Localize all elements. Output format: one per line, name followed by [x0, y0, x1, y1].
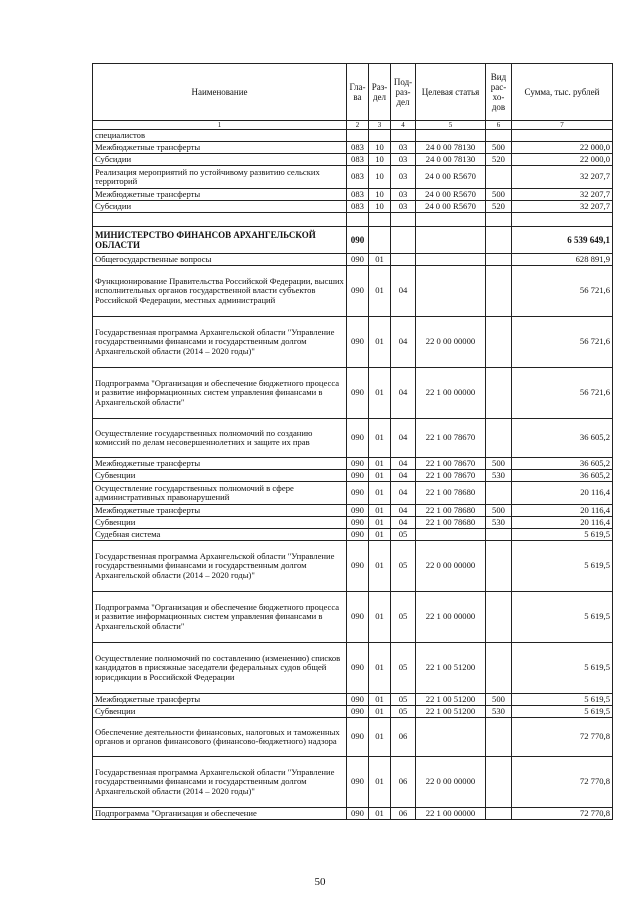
row-razdel-cell: 01 [369, 808, 391, 820]
row-podrazdel-cell: 04 [391, 368, 416, 419]
table-row [93, 592, 613, 643]
row-name-cell: Функционирование Правительства Российской Федерации, высших исполнительных органов государственной власти субъектов Российской Федерации, местных администраций [93, 266, 347, 317]
table-row [93, 419, 613, 458]
row-razdel-cell: 10 [369, 142, 391, 154]
row-razdel-cell: 01 [369, 517, 391, 529]
row-statya-cell [416, 529, 486, 541]
row-glava-cell: 090 [347, 368, 369, 419]
row-glava-cell: 090 [347, 470, 369, 482]
row-sum-cell: 32 207,7 [512, 201, 613, 213]
row-podrazdel-cell: 05 [391, 529, 416, 541]
column-number: 4 [391, 121, 416, 130]
row-statya-cell: 24 0 00 78130 [416, 154, 486, 166]
row-statya-cell: 22 1 00 51200 [416, 643, 486, 694]
row-name-cell: Подпрограмма "Организация и обеспечение бюджетного процесса и развитие информационных систем управления финансами в Архангельской области" [93, 592, 347, 643]
row-podrazdel-cell [391, 213, 416, 227]
row-vid-cell [486, 166, 512, 189]
table-row [93, 254, 613, 266]
row-vid-cell: 500 [486, 142, 512, 154]
row-razdel-cell: 01 [369, 643, 391, 694]
row-razdel-cell: 01 [369, 419, 391, 458]
row-sum-cell: 32 207,7 [512, 166, 613, 189]
row-glava-cell: 090 [347, 643, 369, 694]
row-name-cell: Общегосударственные вопросы [93, 254, 347, 266]
row-statya-cell: 22 0 00 00000 [416, 757, 486, 808]
row-glava-cell: 090 [347, 505, 369, 517]
row-name-cell: Межбюджетные трансферты [93, 505, 347, 517]
row-sum-cell: 36 605,2 [512, 458, 613, 470]
row-sum-cell: 36 605,2 [512, 470, 613, 482]
row-sum-cell: 56 721,6 [512, 317, 613, 368]
row-sum-cell: 5 619,5 [512, 541, 613, 592]
row-vid-cell [486, 266, 512, 317]
row-podrazdel-cell: 06 [391, 718, 416, 757]
table-row [93, 808, 613, 820]
row-razdel-cell: 01 [369, 706, 391, 718]
row-razdel-cell: 01 [369, 529, 391, 541]
row-statya-cell: 24 0 00 R5670 [416, 189, 486, 201]
row-vid-cell: 530 [486, 706, 512, 718]
table-body [93, 130, 613, 820]
row-glava-cell: 090 [347, 757, 369, 808]
column-number-row [93, 121, 613, 130]
row-statya-cell: 24 0 00 R5670 [416, 166, 486, 189]
column-number: 2 [347, 121, 369, 130]
row-glava-cell: 090 [347, 266, 369, 317]
row-sum-cell: 628 891,9 [512, 254, 613, 266]
column-number: 6 [486, 121, 512, 130]
row-sum-cell: 72 770,8 [512, 718, 613, 757]
row-razdel-cell: 01 [369, 266, 391, 317]
table-row [93, 541, 613, 592]
row-statya-cell: 22 1 00 78670 [416, 458, 486, 470]
row-vid-cell [486, 368, 512, 419]
row-razdel-cell: 10 [369, 154, 391, 166]
row-vid-cell [486, 130, 512, 142]
row-podrazdel-cell: 03 [391, 142, 416, 154]
header-glava: Гла-ва [347, 64, 369, 121]
row-vid-cell [486, 254, 512, 266]
row-glava-cell: 083 [347, 166, 369, 189]
row-name-cell: Межбюджетные трансферты [93, 142, 347, 154]
row-statya-cell: 22 1 00 78670 [416, 470, 486, 482]
row-glava-cell: 090 [347, 529, 369, 541]
table-row [93, 505, 613, 517]
header-podrazdel: Под-раз-дел [391, 64, 416, 121]
table-row [93, 470, 613, 482]
row-vid-cell: 500 [486, 505, 512, 517]
header-statya: Целевая статья [416, 64, 486, 121]
row-vid-cell [486, 227, 512, 254]
row-podrazdel-cell: 04 [391, 266, 416, 317]
row-statya-cell [416, 227, 486, 254]
row-statya-cell: 22 0 00 00000 [416, 541, 486, 592]
row-statya-cell: 22 1 00 78680 [416, 505, 486, 517]
row-sum-cell: 5 619,5 [512, 706, 613, 718]
row-razdel-cell: 01 [369, 368, 391, 419]
row-name-cell: Государственная программа Архангельской области "Управление государственными финансами и государственным долгом Архангельской области (2014 – 2020 годы)" [93, 757, 347, 808]
row-sum-cell: 20 116,4 [512, 482, 613, 505]
row-podrazdel-cell: 05 [391, 706, 416, 718]
row-podrazdel-cell: 05 [391, 643, 416, 694]
row-vid-cell [486, 718, 512, 757]
row-razdel-cell: 01 [369, 592, 391, 643]
row-glava-cell: 090 [347, 227, 369, 254]
row-sum-cell: 6 539 649,1 [512, 227, 613, 254]
row-sum-cell: 20 116,4 [512, 517, 613, 529]
row-podrazdel-cell: 04 [391, 517, 416, 529]
row-statya-cell: 22 1 00 00000 [416, 592, 486, 643]
row-glava-cell: 090 [347, 419, 369, 458]
row-sum-cell: 5 619,5 [512, 529, 613, 541]
page-number: 50 [314, 876, 326, 888]
row-glava-cell [347, 213, 369, 227]
row-razdel-cell: 01 [369, 541, 391, 592]
row-vid-cell [486, 757, 512, 808]
row-sum-cell: 20 116,4 [512, 505, 613, 517]
row-statya-cell: 22 1 00 78680 [416, 482, 486, 505]
row-name-cell: Подпрограмма "Организация и обеспечение бюджетного процесса и развитие информационных систем управления финансами в Архангельской области" [93, 368, 347, 419]
row-sum-cell: 22 000,0 [512, 142, 613, 154]
row-glava-cell: 083 [347, 142, 369, 154]
table-row [93, 368, 613, 419]
row-name-cell: Осуществление полномочий по составлению (изменению) списков кандидатов в присяжные заседатели федеральных судов общей юрисдикции в Российской Федерации [93, 643, 347, 694]
row-name-cell: Государственная программа Архангельской области "Управление государственными финансами и государственным долгом Архангельской области (2014 – 2020 годы)" [93, 317, 347, 368]
table-row [93, 529, 613, 541]
row-name-cell: Субвенции [93, 517, 347, 529]
row-podrazdel-cell: 04 [391, 505, 416, 517]
row-statya-cell: 22 1 00 51200 [416, 706, 486, 718]
row-vid-cell [486, 643, 512, 694]
row-name-cell: Межбюджетные трансферты [93, 694, 347, 706]
row-glava-cell: 090 [347, 541, 369, 592]
row-sum-cell: 32 207,7 [512, 189, 613, 201]
row-name-cell: Осуществление государственных полномочий по созданию комиссий по делам несовершеннолетних и защите их прав [93, 419, 347, 458]
row-podrazdel-cell: 03 [391, 154, 416, 166]
row-name-cell: Межбюджетные трансферты [93, 458, 347, 470]
row-name-cell: специалистов [93, 130, 347, 142]
column-number: 7 [512, 121, 613, 130]
row-vid-cell: 530 [486, 517, 512, 529]
row-razdel-cell: 01 [369, 757, 391, 808]
table-row [93, 154, 613, 166]
row-statya-cell [416, 254, 486, 266]
row-sum-cell: 22 000,0 [512, 154, 613, 166]
row-glava-cell: 090 [347, 592, 369, 643]
budget-table [92, 63, 613, 820]
row-vid-cell [486, 213, 512, 227]
row-razdel-cell: 10 [369, 189, 391, 201]
table-row [93, 643, 613, 694]
table-row [93, 694, 613, 706]
row-razdel-cell: 01 [369, 694, 391, 706]
row-name-cell: Субвенции [93, 706, 347, 718]
row-podrazdel-cell [391, 227, 416, 254]
table-row [93, 201, 613, 213]
table-row [93, 142, 613, 154]
table-row [93, 517, 613, 529]
row-podrazdel-cell: 04 [391, 458, 416, 470]
row-glava-cell [347, 130, 369, 142]
table-row [93, 706, 613, 718]
table-row [93, 227, 613, 254]
row-name-cell [93, 213, 347, 227]
header-name: Наименование [93, 64, 347, 121]
row-vid-cell [486, 317, 512, 368]
row-podrazdel-cell: 06 [391, 808, 416, 820]
row-podrazdel-cell: 05 [391, 541, 416, 592]
table-row [93, 266, 613, 317]
row-razdel-cell [369, 227, 391, 254]
row-statya-cell: 24 0 00 78130 [416, 142, 486, 154]
row-name-cell: Обеспечение деятельности финансовых, налоговых и таможенных органов и органов финансового (финансово-бюджетного) надзора [93, 718, 347, 757]
row-sum-cell: 56 721,6 [512, 368, 613, 419]
row-statya-cell: 22 1 00 00000 [416, 808, 486, 820]
row-podrazdel-cell: 05 [391, 694, 416, 706]
row-name-cell: Судебная система [93, 529, 347, 541]
table-row [93, 189, 613, 201]
row-vid-cell: 500 [486, 694, 512, 706]
row-name-cell: Субсидии [93, 201, 347, 213]
row-razdel-cell: 01 [369, 458, 391, 470]
header-vid: Вид рас-хо-дов [486, 64, 512, 121]
row-name-cell: Реализация мероприятий по устойчивому развитию сельских территорий [93, 166, 347, 189]
table-row [93, 213, 613, 227]
row-vid-cell: 530 [486, 470, 512, 482]
row-name-cell: Межбюджетные трансферты [93, 189, 347, 201]
row-glava-cell: 090 [347, 706, 369, 718]
column-number: 1 [93, 121, 347, 130]
table-row [93, 130, 613, 142]
row-vid-cell [486, 419, 512, 458]
row-glava-cell: 090 [347, 254, 369, 266]
row-glava-cell: 090 [347, 808, 369, 820]
row-name-cell: МИНИСТЕРСТВО ФИНАНСОВ АРХАНГЕЛЬСКОЙ ОБЛАСТИ [93, 227, 347, 254]
table-row [93, 317, 613, 368]
header-razdel: Раз-дел [369, 64, 391, 121]
row-name-cell: Осуществление государственных полномочий в сфере административных правонарушений [93, 482, 347, 505]
row-statya-cell: 24 0 00 R5670 [416, 201, 486, 213]
row-vid-cell: 500 [486, 458, 512, 470]
row-sum-cell: 72 770,8 [512, 808, 613, 820]
row-podrazdel-cell: 04 [391, 317, 416, 368]
row-name-cell: Субвенции [93, 470, 347, 482]
row-podrazdel-cell: 03 [391, 189, 416, 201]
row-sum-cell: 56 721,6 [512, 266, 613, 317]
row-podrazdel-cell: 04 [391, 419, 416, 458]
row-vid-cell [486, 592, 512, 643]
row-razdel-cell: 01 [369, 317, 391, 368]
row-glava-cell: 083 [347, 154, 369, 166]
row-razdel-cell: 01 [369, 718, 391, 757]
row-glava-cell: 090 [347, 517, 369, 529]
row-vid-cell [486, 808, 512, 820]
row-razdel-cell: 01 [369, 254, 391, 266]
row-statya-cell: 22 1 00 78670 [416, 419, 486, 458]
row-statya-cell: 22 0 00 00000 [416, 317, 486, 368]
row-sum-cell [512, 213, 613, 227]
row-name-cell: Субсидии [93, 154, 347, 166]
row-glava-cell: 090 [347, 317, 369, 368]
row-vid-cell: 520 [486, 201, 512, 213]
row-podrazdel-cell: 03 [391, 166, 416, 189]
row-glava-cell: 090 [347, 718, 369, 757]
row-razdel-cell [369, 130, 391, 142]
row-sum-cell: 5 619,5 [512, 694, 613, 706]
column-number: 3 [369, 121, 391, 130]
row-razdel-cell: 10 [369, 201, 391, 213]
row-glava-cell: 090 [347, 482, 369, 505]
table-row [93, 458, 613, 470]
row-glava-cell: 083 [347, 201, 369, 213]
row-razdel-cell: 01 [369, 482, 391, 505]
table-row [93, 757, 613, 808]
row-sum-cell: 72 770,8 [512, 757, 613, 808]
row-podrazdel-cell: 03 [391, 201, 416, 213]
row-glava-cell: 090 [347, 458, 369, 470]
table-row [93, 482, 613, 505]
row-vid-cell: 500 [486, 189, 512, 201]
row-sum-cell: 36 605,2 [512, 419, 613, 458]
row-statya-cell [416, 130, 486, 142]
column-number: 5 [416, 121, 486, 130]
row-sum-cell: 5 619,5 [512, 643, 613, 694]
row-vid-cell: 520 [486, 154, 512, 166]
row-podrazdel-cell [391, 254, 416, 266]
row-razdel-cell: 01 [369, 470, 391, 482]
row-statya-cell [416, 213, 486, 227]
row-statya-cell: 22 1 00 00000 [416, 368, 486, 419]
row-statya-cell: 22 1 00 78680 [416, 517, 486, 529]
row-podrazdel-cell: 06 [391, 757, 416, 808]
row-razdel-cell: 10 [369, 166, 391, 189]
table-row [93, 166, 613, 189]
table-header-row [93, 64, 613, 121]
row-vid-cell [486, 482, 512, 505]
row-sum-cell [512, 130, 613, 142]
row-name-cell: Государственная программа Архангельской области "Управление государственными финансами и государственным долгом Архангельской области (2014 – 2020 годы)" [93, 541, 347, 592]
row-statya-cell [416, 718, 486, 757]
row-vid-cell [486, 529, 512, 541]
header-summa: Сумма, тыс. рублей [512, 64, 613, 121]
row-name-cell: Подпрограмма "Организация и обеспечение [93, 808, 347, 820]
row-podrazdel-cell: 05 [391, 592, 416, 643]
row-sum-cell: 5 619,5 [512, 592, 613, 643]
row-vid-cell [486, 541, 512, 592]
row-glava-cell: 090 [347, 694, 369, 706]
row-razdel-cell: 01 [369, 505, 391, 517]
row-statya-cell [416, 266, 486, 317]
row-podrazdel-cell: 04 [391, 470, 416, 482]
row-podrazdel-cell [391, 130, 416, 142]
row-podrazdel-cell: 04 [391, 482, 416, 505]
row-glava-cell: 083 [347, 189, 369, 201]
row-statya-cell: 22 1 00 51200 [416, 694, 486, 706]
row-razdel-cell [369, 213, 391, 227]
table-row [93, 718, 613, 757]
